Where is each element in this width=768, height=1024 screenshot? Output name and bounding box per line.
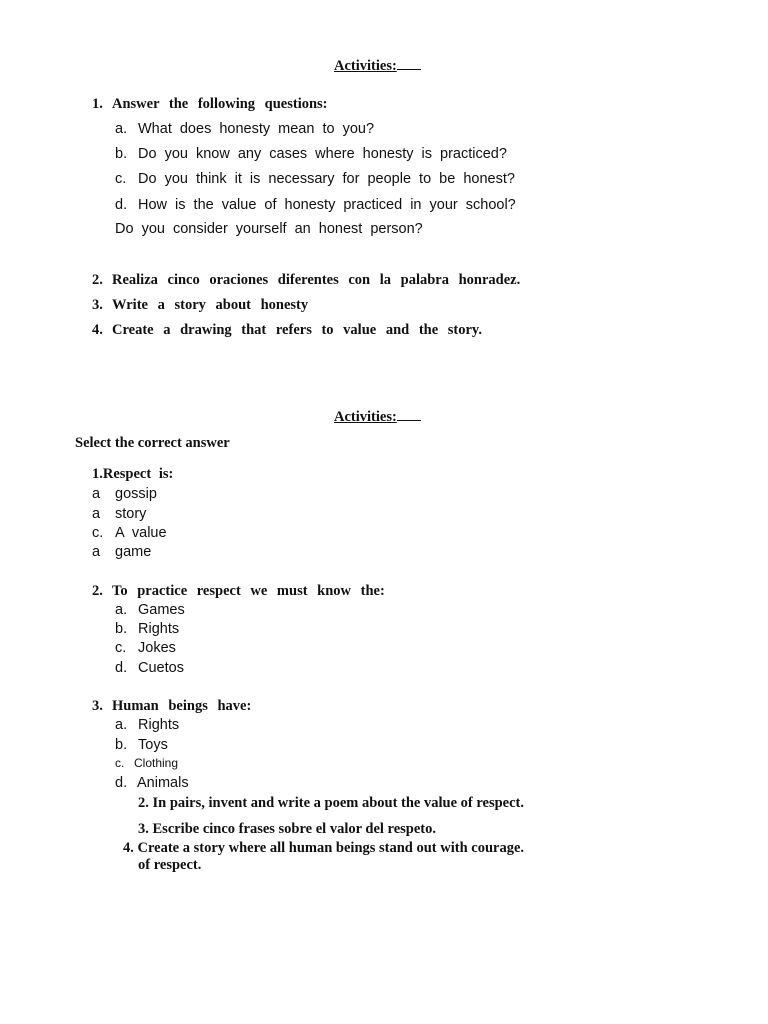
- human-option-c: c. Clothing: [115, 756, 179, 770]
- activities-heading-1: Activities:: [334, 59, 421, 74]
- respect-option-3: c. A value: [92, 525, 167, 541]
- task-story-continuation: of respect.: [138, 857, 202, 873]
- practice-option-d: d. Cuetos: [115, 660, 184, 676]
- task-story: 4. Create a story where all human beings stand out with courage.: [123, 840, 525, 856]
- task-frases: 3. Escribe cinco frases sobre el valor del respeto.: [138, 821, 437, 837]
- task-poem: 2. In pairs, invent and write a poem about the value of respect.: [138, 795, 524, 811]
- respect-option-4: a game: [92, 544, 152, 560]
- task-4: 4. Create a drawing that refers to value and the story.: [92, 322, 483, 338]
- sub-question-b: b. Do you know any cases where honesty is practiced?: [115, 146, 507, 162]
- respect-question: 1.Respect is:: [92, 466, 174, 482]
- instruction: Select the correct answer: [75, 435, 230, 451]
- practice-option-c: c. Jokes: [115, 640, 176, 656]
- task-2: 2. Realiza cinco oraciones diferentes con la palabra honradez.: [92, 272, 521, 288]
- respect-option-1: a gossip: [92, 486, 157, 502]
- human-option-d: d. Animals: [115, 775, 189, 791]
- heading-blank: [397, 419, 421, 421]
- extra-question: Do you consider yourself an honest person?: [115, 221, 423, 237]
- practice-question: 2. To practice respect we must know the:: [92, 583, 385, 599]
- sub-question-a: a. What does honesty mean to you?: [115, 121, 375, 137]
- activities-heading-2: Activities:: [334, 410, 421, 425]
- practice-option-b: b. Rights: [115, 621, 180, 637]
- sub-question-c: c. Do you think it is necessary for people to be honest?: [115, 171, 515, 187]
- sub-question-d: d. How is the value of honesty practiced in your school?: [115, 197, 516, 213]
- human-option-b: b. Toys: [115, 737, 168, 753]
- task-3: 3. Write a story about honesty: [92, 297, 309, 313]
- respect-option-2: a story: [92, 506, 147, 522]
- question-1: 1. Answer the following questions:: [92, 96, 328, 112]
- human-beings-question: 3. Human beings have:: [92, 698, 252, 714]
- human-option-a: a. Rights: [115, 717, 180, 733]
- heading-blank: [397, 68, 421, 70]
- practice-option-a: a. Games: [115, 602, 185, 618]
